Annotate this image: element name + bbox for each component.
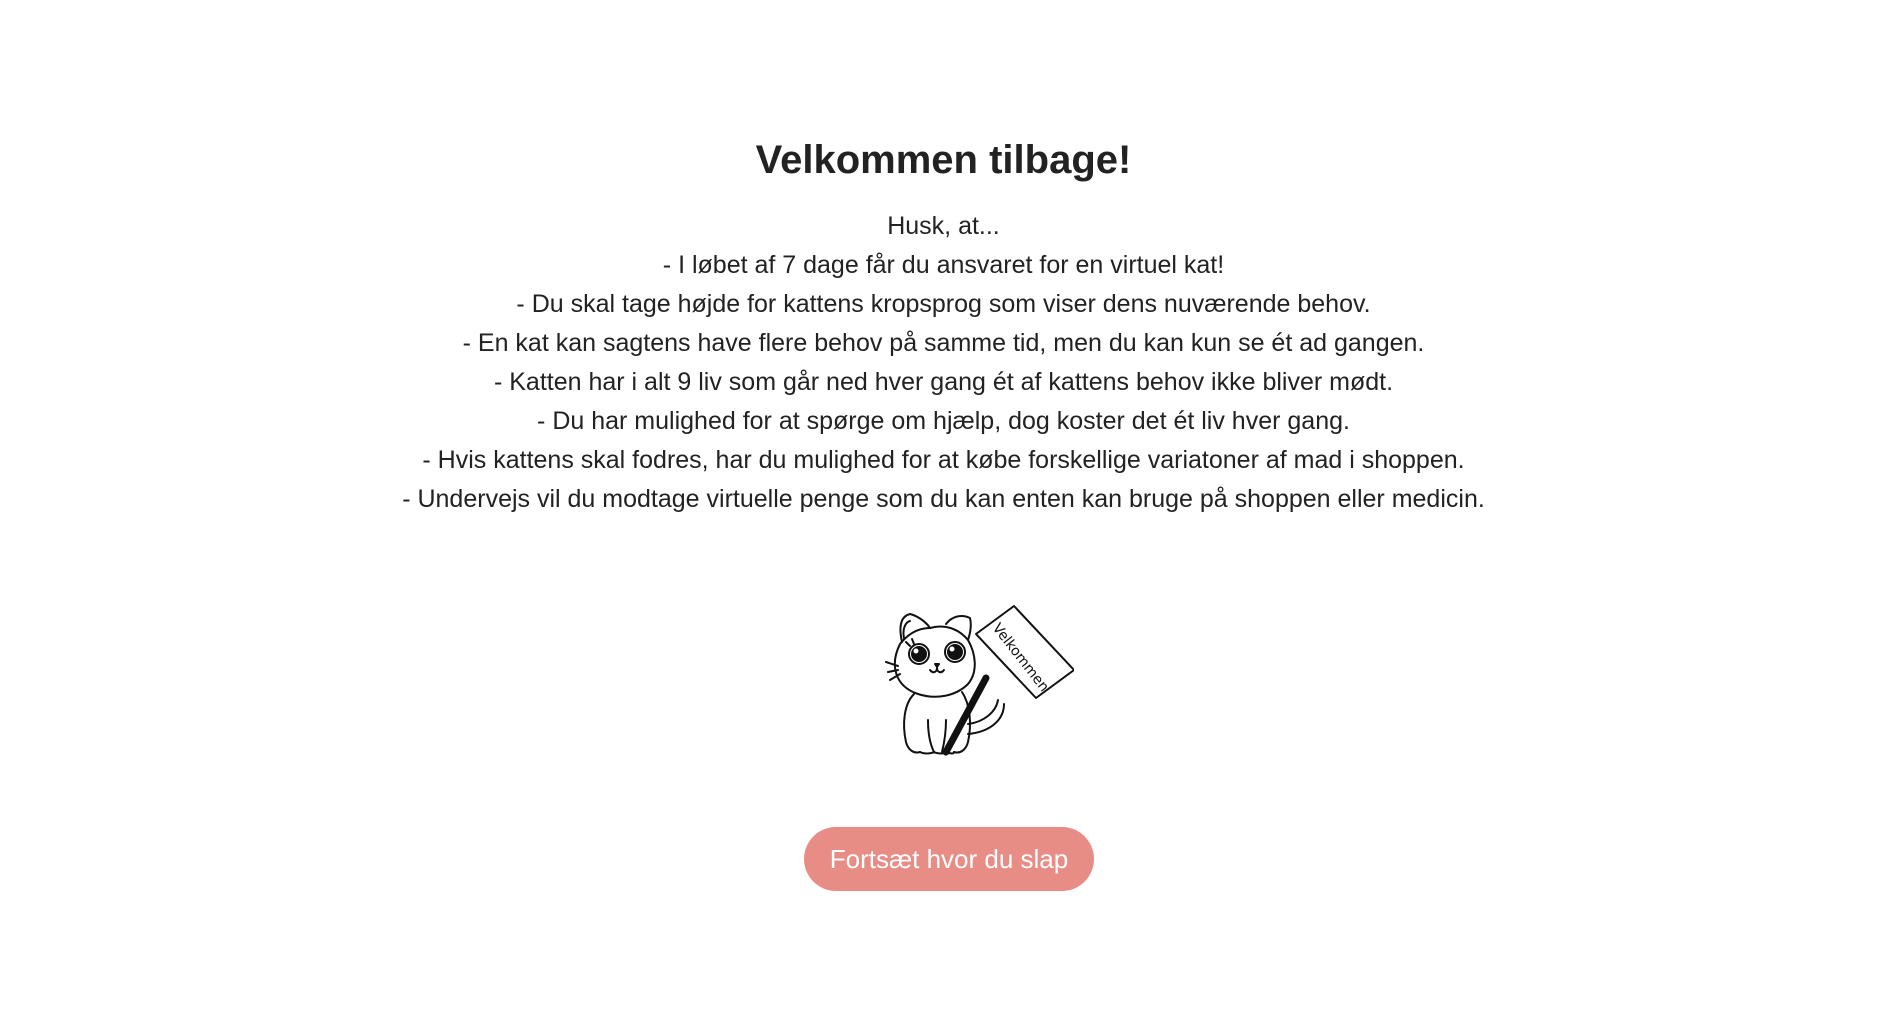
- rules-text: [0, 207, 1887, 519]
- welcome-sign: [976, 606, 1074, 698]
- rule-line: - Katten har i alt 9 liv som går ned hver gang ét af kattens behov ikke bliver mødt.: [493, 368, 1394, 396]
- cat-with-sign-icon: [884, 604, 1074, 760]
- sign-text: Velkommen: [988, 620, 1052, 696]
- rule-line: - En kat kan sagtens have flere behov på samme tid, men du kan kun se ét ad gangen.: [462, 329, 1425, 357]
- page-title: Velkommen tilbage!: [755, 138, 1132, 182]
- continue-button[interactable]: Fortsæt hvor du slap: [804, 827, 1094, 891]
- rule-line: - Hvis kattens skal fodres, har du mulighed for at købe forskellige variatoner af mad i shoppen.: [422, 446, 1465, 474]
- rule-line: - Du skal tage højde for kattens kropsprog som viser dens nuværende behov.: [516, 290, 1371, 318]
- intro-line: Husk, at...: [887, 212, 1000, 240]
- rule-line: - Du har mulighed for at spørge om hjælp, dog koster det ét liv hver gang.: [537, 407, 1350, 435]
- rule-line: - I løbet af 7 dage får du ansvaret for en virtuel kat!: [662, 251, 1225, 279]
- rule-line: - Undervejs vil du modtage virtuelle penge som du kan enten kan bruge på shoppen eller medicin.: [402, 485, 1485, 513]
